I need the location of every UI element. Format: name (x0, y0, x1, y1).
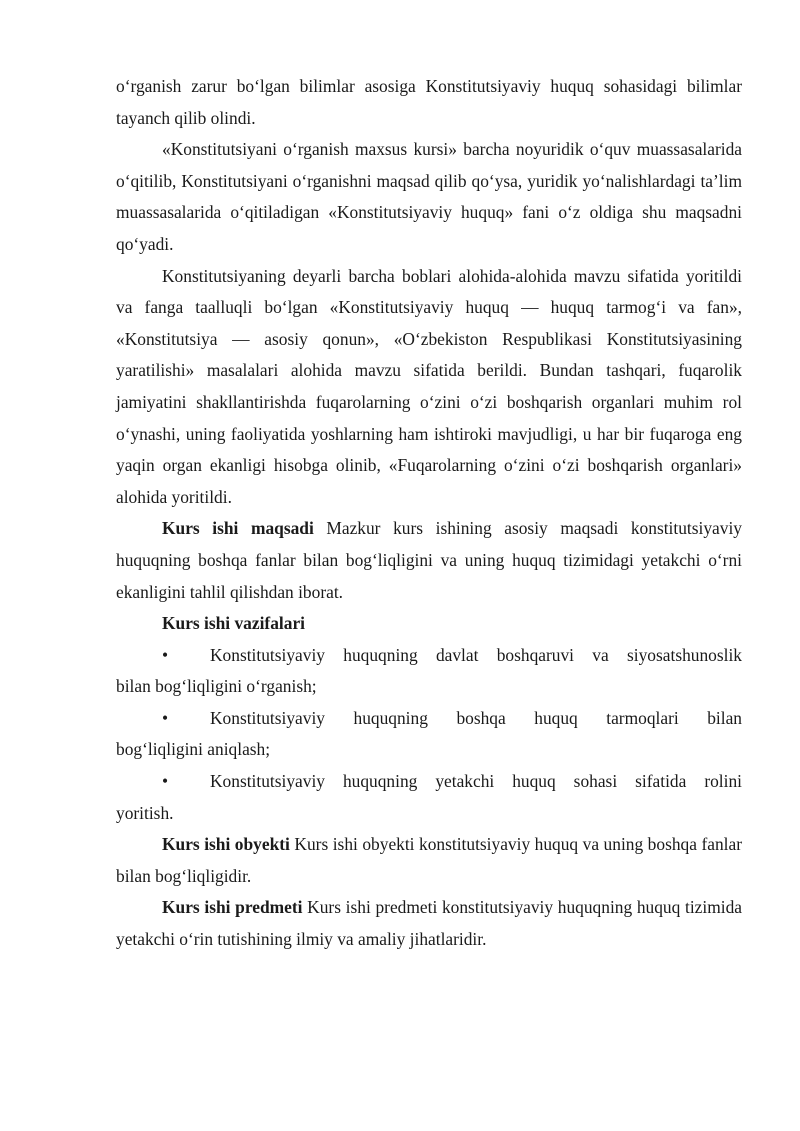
paragraph-boblar: Konstitutsiyaning deyarli barcha boblari alohida-alohida mavzu sifatida yoritildi va fanga taalluqli bo‘lgan «Konstitutsiyaviy huquq — huquq tarmog‘i va fan», «Konstitutsiya — asosiy qonun», «O‘zbekiston Respublikasi Konstitutsiyasining yaratilishi» masalalari alohida mavzu sifatida berildi. Bundan tashqari, fuqarolik jamiyatini shakllantirishda fuqarolarning o‘zini o‘zi boshqarish organlari muhim rol o‘ynashi, uning faoliyatida yoshlarning ham ishtiroki mavjudligi, u har bir fuqaroga eng yaqin organ ekanligi hisobga olinib, «Fuqarolarning o‘zini o‘zi boshqarish organlari» alohida yoritildi. (116, 265, 742, 507)
list-item-text-cont: bog‘liqligini aniqlash; (116, 739, 271, 760)
obyekt-text: Kurs ishi obyekti konstitutsiyaviy huquq va uning boshqa fanlar bilan bog‘liqligidir. (116, 834, 742, 886)
bullet-icon: • (162, 644, 169, 665)
section-obyekt (116, 829, 742, 892)
obyekt-heading: Kurs ishi obyekti (162, 834, 290, 855)
list-item-text: Konstitutsiyaviy huquqning yetakchi huquq sohasi sifatida rolini (210, 771, 742, 792)
vazifalar-list (116, 640, 742, 830)
predmet-heading: Kurs ishi predmeti (162, 897, 303, 918)
list-item-text: Konstitutsiyaviy huquqning boshqa huquq tarmoqlari bilan (210, 707, 742, 728)
list-item (116, 766, 742, 829)
maqsad-text: Mazkur kurs ishining asosiy maqsadi konstitutsiyaviy huquqning boshqa fanlar bilan bog‘liqligini va uning huquq tizimidagi yetakchi o‘rni ekanligini tahlil qilishdan iborat. (116, 518, 742, 602)
document-page (116, 71, 742, 956)
vazifalar-heading: Kurs ishi vazifalari (162, 613, 305, 634)
list-item (116, 703, 742, 766)
list-item-text-cont: bilan bog‘liqligini o‘rganish; (116, 676, 317, 697)
predmet-text: Kurs ishi predmeti konstitutsiyaviy huquqning huquq tizimida yetakchi o‘rin tutishining ilmiy va amaliy jihatlaridir. (116, 897, 743, 950)
paragraph-konstitutsiya-kursi: «Konstitutsiyani o‘rganish maxsus kursi» barcha noyuridik o‘quv muassasalarida o‘qitilib, Konstitutsiyani o‘rganishni maqsad qilib qo‘ysa, yuridik yo‘nalishlardagi ta’lim muassasalarida o‘qitiladigan «Konstitutsiyaviy huquq» fani o‘z oldiga shu maqsadni qo‘yadi. (116, 139, 742, 254)
bullet-icon: • (162, 707, 169, 728)
list-item-text-cont: yoritish. (116, 802, 174, 823)
section-maqsad (116, 513, 742, 608)
bullet-icon: • (162, 771, 169, 792)
section-predmet (116, 892, 742, 955)
paragraph-continuation: o‘rganish zarur bo‘lgan bilimlar asosiga Konstitutsiyaviy huquq sohasidagi bilimlar tayanch qilib olindi. (116, 76, 742, 128)
maqsad-heading: Kurs ishi maqsadi (162, 518, 314, 539)
list-item-text: Konstitutsiyaviy huquqning davlat boshqaruvi va siyosatshunoslik (210, 644, 742, 665)
list-item (116, 640, 742, 703)
